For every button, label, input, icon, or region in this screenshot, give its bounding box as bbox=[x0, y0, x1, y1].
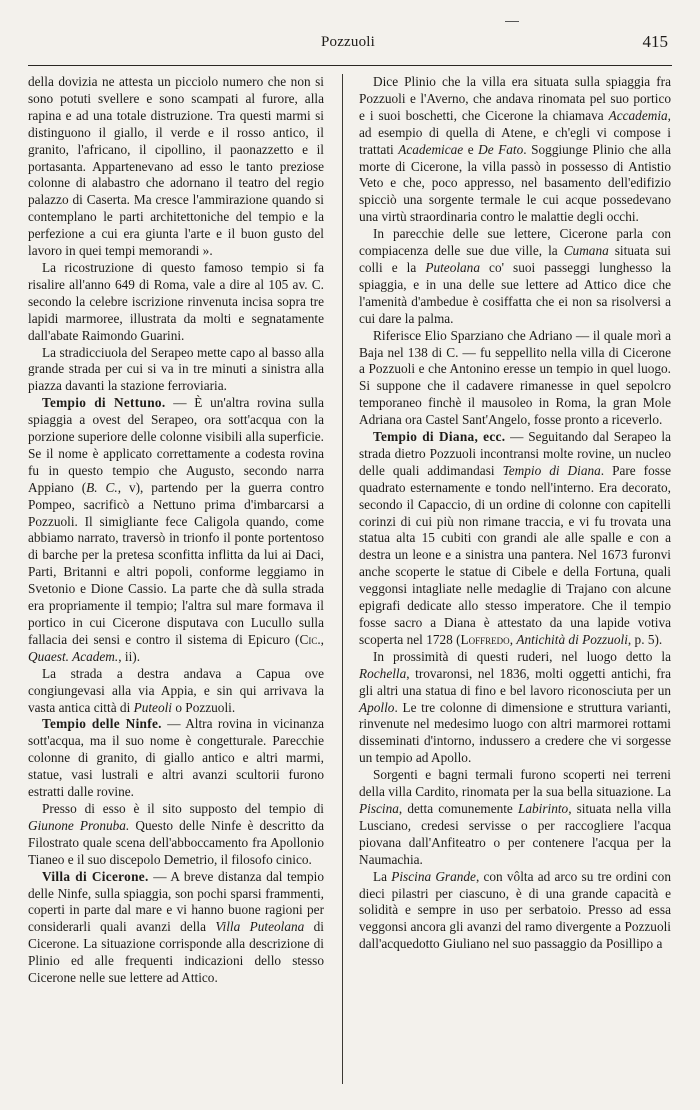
paragraph: Dice Plinio che la villa era situata sulla spiaggia fra Pozzuoli e l'Averno, che andava rinomata pel suo portico e i suoi boschetti, che Cicerone la chiamava Accademia, ad esempio di quella di Atene, e ch'egli vi compose i trattati Academicae e De Fato. Soggiunge Plinio che alla morte di Cicerone, la villa passò in possesso di Antistio Veto e che, poco appresso, nel basamento dell'edifizio spicciò una sorgente termale le cui acque possedevano una virtù straordinaria contro le malattie degli occhi. bbox=[359, 74, 671, 225]
section-heading: Tempio delle Ninfe. bbox=[42, 716, 162, 732]
right-column bbox=[359, 74, 671, 953]
paragraph-tempio-di-diana: Tempio di Diana, ecc. — Seguitando dal Serapeo la strada dietro Pozzuoli incontransi molte rovine, un nucleo delle quali addimandasi Tempio di Diana. Pare fosse quadrato esternamente e tondo nell'interno. Era decorato, secondo il Capaccio, di un ordine di colonne con capitelli corinzi di cui più non rimane traccia, e vi fu trovata una statua alta 15 cubiti con grandi ale alle spalle e con a destra un leone e a sinistra una pantera. Nel 1673 furonvi anche scoperte le statue di Cibele e della Fortuna, quali veggonsi intagliate nelle medaglie di Trajano con alcune epigrafi dedicate allo stesso imperatore. Che il tempio fosse sacro a Diana è attestato da una lapide votiva scoperta nel 1728 (Loffredo, Antichità di Pozzuoli, p. 5). bbox=[359, 429, 671, 647]
paragraph: La ricostruzione di questo famoso tempio si fa risalire all'anno 649 di Roma, vale a dire al 105 av. C. secondo la celebre iscrizione rinvenuta incisa sopra tre lapidi marmoree, illustrata da molti e segnatamente dall'abate Raimondo Guarini. bbox=[28, 259, 324, 343]
running-title: Pozzuoli bbox=[320, 34, 376, 50]
column-divider bbox=[342, 74, 343, 1084]
paragraph: La stradicciuola del Serapeo mette capo al basso alla grande strada per cui si va in tre minuti a sinistra alla piazza davanti la stazione ferroviaria. bbox=[28, 344, 324, 394]
paragraph-tempio-di-nettuno: Tempio di Nettuno. — È un'altra rovina sulla spiaggia a ovest del Serapeo, ora sott'acqua con la porzione superiore delle colonne visibili alla superficie. Se il nome è applicato correttamente a codesta rovina fu in questo tempio che Augusto, secondo narra Appiano (B. C., v), partendo per la guerra contro Pompeo, sacrificò a Nettuno prima d'imbarcarsi a Pozzuoli. Il simigliante fece Caligola quando, come abbiamo narrato, traversò in trionfo il ponte portentoso di barche per la pretesa sconfitta inflitta da lui ai Daci, Parti, Britanni e altri popoli, conforme leggiamo in Svetonio e Dione Cassio. La parte che dà sulla strada era propriamente il tempio; l'altra sul mare formava il portico in cui Cicerone disputava con Lucullo sulla fallacia dei sensi e contro il sistema di Epicuro (Cic., Quaest. Academ., ii). bbox=[28, 395, 325, 664]
page-number: 415 bbox=[642, 32, 668, 51]
paragraph: La strada a destra andava a Capua ove congiungevasi alla via Appia, e sin qui arrivava la vasta antica città di Puteoli o Pozzuoli. bbox=[28, 665, 324, 715]
section-heading: Villa di Cicerone. bbox=[42, 868, 149, 884]
paragraph-villa-di-cicerone: Villa di Cicerone. — A breve distanza dal tempio delle Ninfe, sulla spiaggia, son pochi sparsi frammenti, coperti in parte dal mare e vi hanno buone ragioni per considerarli quali avanzi della Villa Puteolana di Cicerone. La situazione corrisponde alla descrizione di Plinio ed alle frequenti indicazioni dello stesso Cicerone nelle sue lettere ad Attico. bbox=[28, 868, 324, 986]
paragraph-tempio-delle-ninfe: Tempio delle Ninfe. — Altra rovina in vicinanza sott'acqua, ma il suo nome è congetturale. Parecchie colonne di granito, di giallo antico e altri marmi, statue, vasi lustrali e altri avanzi scultorii furono estratti dalle rovine. bbox=[28, 716, 324, 800]
left-column bbox=[28, 74, 324, 987]
paragraph: In prossimità di questi ruderi, nel luogo detto la Rochella, trovaronsi, nel 1836, molti oggetti antichi, fra gli altri una statua di fino e bel lavoro riconosciuta per un Apollo. Le tre colonne di dimensione e struttura varianti, rinvenute nel medesimo luogo con altri marmorei rottami disseminati d'intorno, indussero a credere che vi sorgesse un tempio ad Apollo. bbox=[359, 648, 671, 766]
paragraph: della dovizia ne attesta un picciolo numero che non si sono potuti svellere e sono scampati al furore, alla rapina e ad una totale distruzione. Tra questi marmi si distinguono il giallo, il verde e il rosso antico, il granito, l'africano, il cipollino, il paonazzetto e il portasanta. Appartenevano ad esso le tanto preziose colonne di alabastro che adornano il teatro del regio palazzo di Caserta. Ma cresce l'ammirazione quando si contemplano le parti architettoniche del tempio e la perfezione a cui era giunta l'arte e il buon gusto del lavoro in quei tempi memorandi ». bbox=[28, 74, 324, 259]
paragraph: La Piscina Grande, con vôlta ad arco su tre ordini con dieci pilastri per ciascuno, è di una grande capacità e solidità e sempre in uso per serbatoio. Presso ad essa veggonsi ancora gli avanzi del ramo divergente a Pozzuoli dall'acquedotto Giuliano nel suo passaggio da Posillipo a bbox=[359, 868, 671, 952]
printer-mark bbox=[505, 21, 519, 22]
section-heading: Tempio di Diana, ecc. bbox=[373, 429, 506, 445]
header-rule bbox=[28, 65, 672, 66]
paragraph: Sorgenti e bagni termali furono scoperti nei terreni della villa Cardito, rinomata per la sua bella situazione. La Piscina, detta comunemente Labirinto, situata nella villa Lusciano, credesi servisse o per raccogliere l'acqua piovana dall'Anfiteatro o per contenere l'acqua per la Naumachia. bbox=[359, 767, 671, 867]
paragraph: In parecchie delle sue lettere, Cicerone parla con compiacenza delle sue due ville, la Cumana situata sui colli e la Puteolana co' suoi passeggi lunghesso la spiaggia, e in una delle sue lettere ad Attico dice che l'amenità d'ambedue è cosiffatta che ei non sa risolversi a cui dare la palma. bbox=[359, 226, 671, 326]
page-header bbox=[28, 30, 668, 56]
paragraph: Presso di esso è il sito supposto del tempio di Giunone Pronuba. Questo delle Ninfe è descritto da Filostrato quale scena dell'abboccamento fra Apollonio Tianeo e il suo discepolo Demetrio, il filosofo cinico. bbox=[28, 800, 324, 867]
paragraph: Riferisce Elio Sparziano che Adriano — il quale morì a Baja nel 138 di C. — fu seppellito nella villa di Cicerone a Pozzuoli e che Antonino eresse un tempio in quel luogo. Si suppone che il cadavere rimanesse in quel sepolcro temporaneo finchè il mausoleo in Roma, la gran Mole Adriana ora Castel Sant'Angelo, fosse pronto a riceverlo. bbox=[359, 327, 671, 428]
section-heading: Tempio di Nettuno. bbox=[42, 395, 166, 411]
